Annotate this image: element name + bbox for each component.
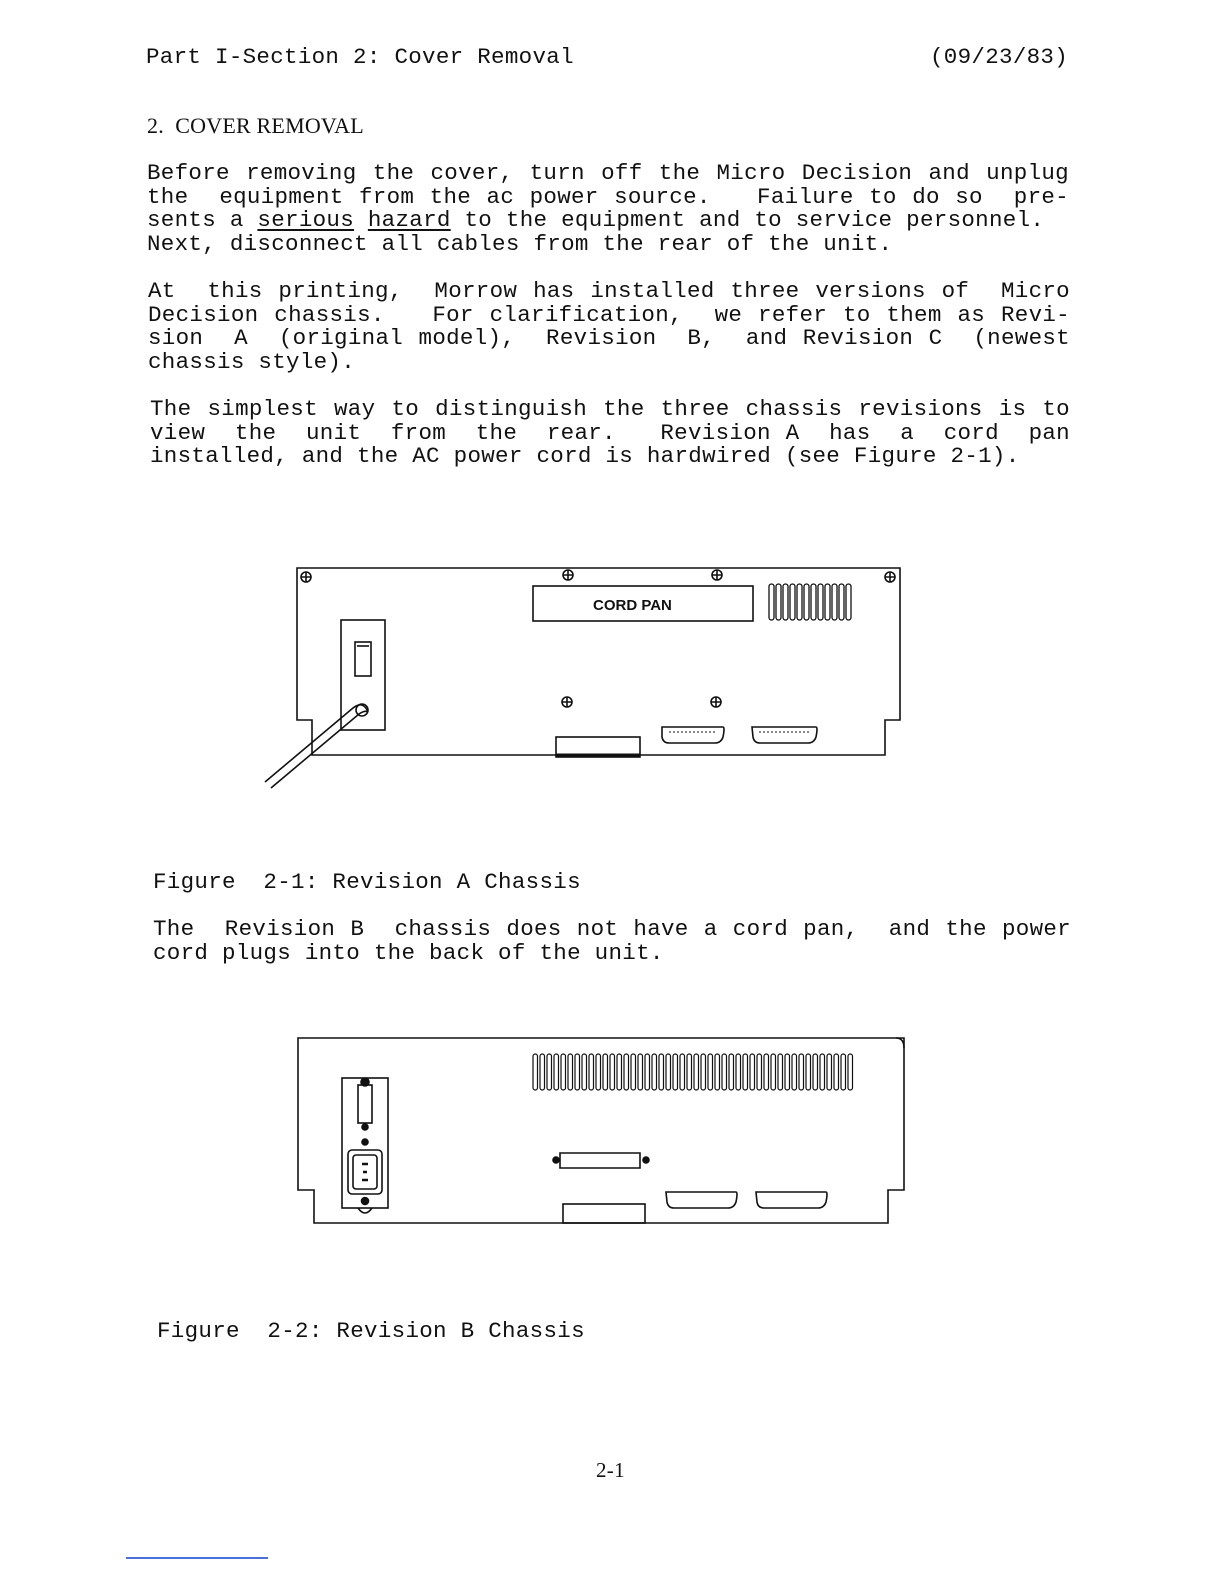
screw-icon	[301, 572, 311, 582]
db-connector-icon	[752, 727, 817, 743]
text-line: installed, and the AC power cord is hardwired (see Figure 2-1).	[150, 443, 1020, 470]
text-line: chassis style).	[148, 348, 356, 375]
screw-icon	[562, 697, 572, 707]
underlined-word: serious	[257, 207, 355, 234]
text-line: The Revision B chassis does not have a cord pan, and the power	[153, 916, 1071, 942]
figure-caption-2-2: Figure 2-2: Revision B Chassis	[157, 1318, 585, 1344]
paragraph-chassis-versions	[148, 280, 1070, 374]
figure-caption-2-1: Figure 2-1: Revision A Chassis	[153, 869, 581, 895]
text-line: Next, disconnect all cables from the rear of the unit.	[147, 230, 893, 257]
text-line: cord plugs into the back of the unit.	[153, 939, 664, 966]
text-line: Decision chassis. For clarification, we refer to them as Revi-	[148, 301, 1070, 328]
text-line: view the unit from the rear. Revision A has a cord pan	[150, 419, 1070, 446]
section-heading: 2. COVER REMOVAL	[147, 113, 364, 138]
screw-icon	[563, 570, 573, 580]
db-connector-icon	[662, 727, 724, 743]
figure-revision-b-chassis	[290, 1030, 915, 1230]
text-span: to the equipment and to service personnel.	[450, 207, 1045, 234]
underlined-word: hazard	[367, 207, 451, 234]
db-connector-icon	[756, 1192, 827, 1208]
text-span	[354, 207, 368, 233]
power-cord	[265, 705, 368, 782]
power-switch-icon	[358, 1085, 372, 1123]
vent-slots	[769, 584, 851, 620]
paragraph-distinguish-revisions	[150, 398, 1070, 469]
screw-icon	[711, 697, 721, 707]
figure-revision-a-chassis	[255, 560, 915, 795]
running-header-date: (09/23/83)	[930, 44, 1069, 70]
running-header-title: Part I-Section 2: Cover Removal	[146, 44, 574, 70]
power-switch-icon	[355, 642, 371, 676]
text-line: Before removing the cover, turn off the Micro Decision and unplug	[147, 160, 1069, 186]
cord-pan-label: CORD PAN	[593, 597, 672, 614]
screw-icon	[712, 570, 722, 580]
page-number: 2-1	[596, 1458, 625, 1482]
screw-icon	[885, 572, 895, 582]
bottom-rule	[126, 1557, 268, 1559]
text-span: sents a	[147, 207, 258, 234]
text-line	[147, 209, 1069, 233]
text-line: sion A (original model), Revision B, and Revision C (newest	[148, 325, 1070, 352]
db-connector-icon	[666, 1192, 737, 1208]
text-line: At this printing, Morrow has installed three versions of Micro	[148, 278, 1070, 304]
vent-slots	[533, 1054, 853, 1090]
paragraph-cover-removal	[147, 162, 1069, 256]
text-line: the equipment from the ac power source. Failure to do so pre-	[147, 183, 1069, 210]
connector-block	[560, 1153, 640, 1168]
paragraph-revision-b	[153, 918, 1071, 965]
connector-block	[563, 1204, 645, 1223]
text-line: The simplest way to distinguish the three chassis revisions is to	[150, 396, 1070, 422]
